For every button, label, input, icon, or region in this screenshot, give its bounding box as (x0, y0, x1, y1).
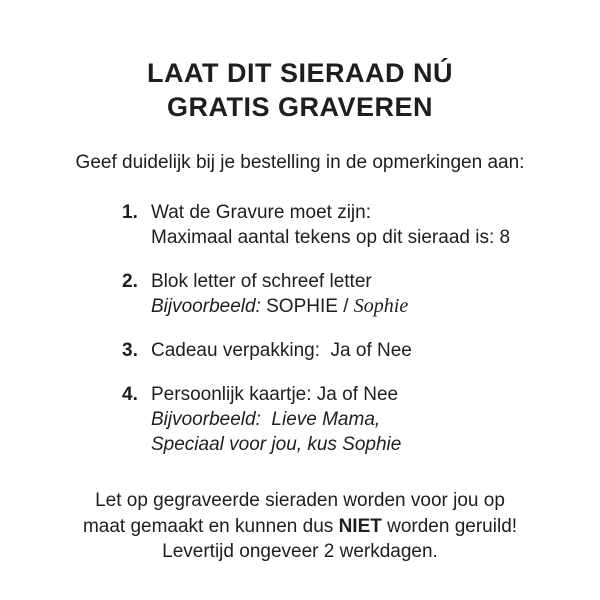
page-title (0, 0, 600, 124)
list-item-example: Speciaal voor jou, kus Sophie (151, 434, 402, 455)
list-item-number: 3. (122, 340, 138, 361)
footer-line-2-before: maat gemaakt en kunnen dus (82, 515, 334, 537)
example-separator: / (343, 296, 349, 317)
footer-line-3: Levertijd ongeveer 2 werkdagen. (162, 541, 438, 562)
list-item-number: 4. (122, 384, 138, 405)
list-item-text: Persoonlijk kaartje: Ja of Nee (151, 384, 399, 405)
example-label: Bijvoorbeeld: (151, 296, 261, 317)
list-item (122, 269, 600, 319)
footer-note (0, 488, 600, 565)
example-block-letter: SOPHIE (266, 296, 338, 317)
list-item (122, 382, 600, 457)
list-item-text: Blok letter of schreef letter (151, 271, 372, 292)
instruction-list (122, 200, 600, 457)
list-item-text: Cadeau verpakking: Ja of Nee (151, 340, 412, 361)
example-script-letter: Sophie (353, 295, 409, 317)
list-item-text: Maximaal aantal tekens op dit sieraad is: 8 (151, 227, 511, 248)
list-item-text: Wat de Gravure moet zijn: (151, 202, 371, 223)
list-item-example (151, 294, 600, 319)
footer-line-2-after: worden geruild! (387, 515, 518, 537)
list-item-example: Bijvoorbeeld: Lieve Mama, (151, 409, 381, 430)
page-title-line-1: LAAT DIT SIERAAD NÚ (147, 58, 453, 88)
list-item-number: 2. (122, 271, 138, 292)
list-item (122, 200, 600, 250)
list-item (122, 338, 600, 363)
footer-niet-emphasis: NIET (338, 515, 382, 537)
list-item-number: 1. (122, 202, 138, 223)
page-title-line-2: GRATIS GRAVEREN (166, 92, 434, 122)
intro-text: Geef duidelijk bij je bestelling in de opmerkingen aan: (75, 152, 525, 173)
footer-line-2 (0, 514, 600, 540)
footer-line-1: Let op gegraveerde sieraden worden voor jou op (95, 490, 505, 511)
